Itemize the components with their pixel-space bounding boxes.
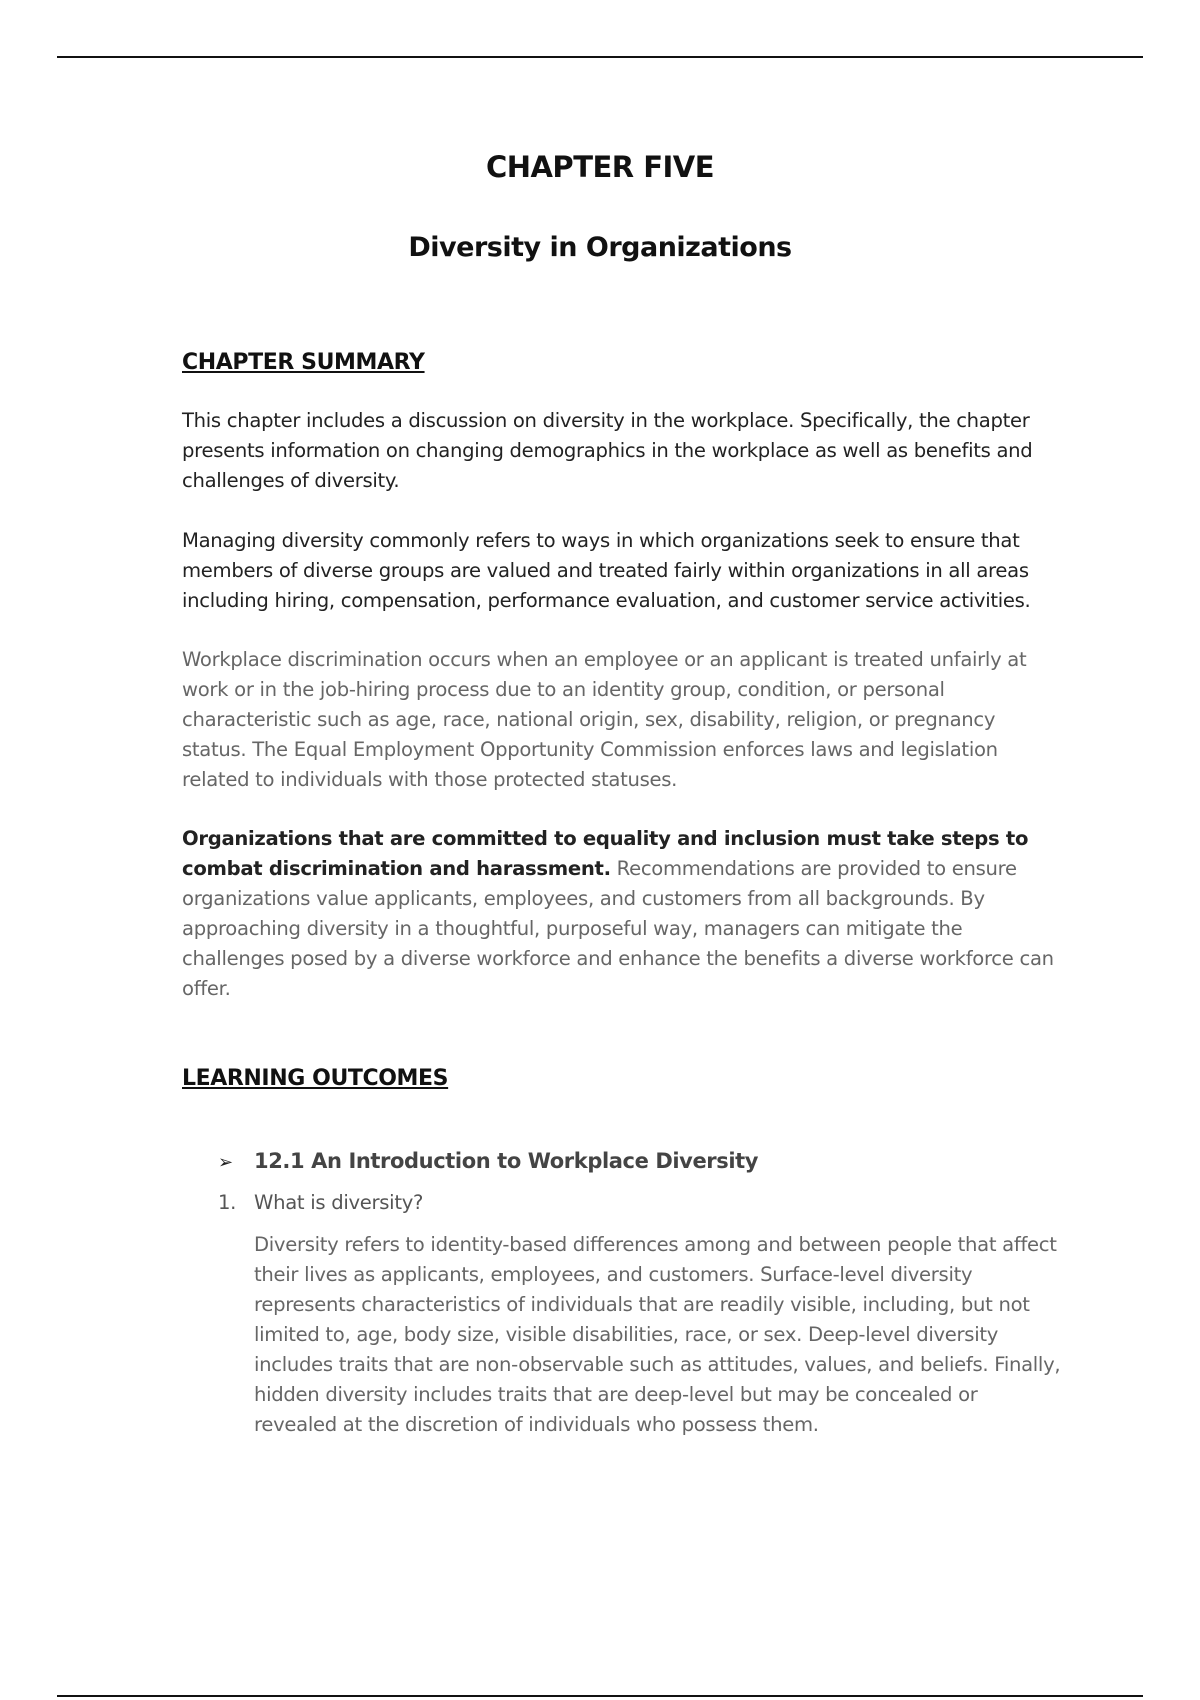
- question-number: 1.: [218, 1191, 237, 1214]
- outcome-item-label: 12.1 An Introduction to Workplace Diversity: [254, 1149, 759, 1173]
- outcome-item: [218, 1149, 1062, 1173]
- summary-paragraph-4-bold: Organizations that are committed to equality and inclusion must take steps to combat discrimination and harassment.: [182, 827, 1029, 880]
- question-text: What is diversity?: [254, 1191, 424, 1214]
- outcomes-heading: LEARNING OUTCOMES: [182, 1066, 449, 1091]
- arrow-bullet-icon: ➢: [218, 1152, 233, 1173]
- summary-paragraph-1: This chapter includes a discussion on diversity in the workplace. Specifically, the chapter presents information on changing demographics in the workplace as well as benefits and challenges of diversity.: [182, 409, 1033, 492]
- summary-paragraph-4: [182, 824, 1062, 1004]
- summary-paragraph-3: Workplace discrimination occurs when an employee or an applicant is treated unfairly at work or in the job-hiring process due to an identity group, condition, or personal characteristic such as age, race, national origin, sex, disability, religion, or pregnancy status. The Equal Employment Opportunity Commission enforces laws and legislation related to individuals with those protected statuses.: [182, 648, 1027, 791]
- summary-paragraph-2: Managing diversity commonly refers to ways in which organizations seek to ensure that members of diverse groups are valued and treated fairly within organizations in all areas including hiring, compensation, performance evaluation, and customer service activities.: [182, 529, 1031, 612]
- top-rule: [57, 56, 1143, 58]
- summary-paragraph-4-rest: Recommendations are provided to ensure organizations value applicants, employees, and customers from all backgrounds. By approaching diversity in a thoughtful, purposeful way, managers can mitigate the challenges posed by a diverse workforce and enhance the benefits a diverse workforce can offer.: [182, 857, 1054, 1000]
- summary-heading: CHAPTER SUMMARY: [182, 350, 425, 375]
- document-body: [182, 350, 1062, 1440]
- outcome-list: [218, 1149, 1062, 1440]
- bottom-rule: [57, 1695, 1143, 1697]
- chapter-subtitle: Diversity in Organizations: [408, 232, 792, 263]
- chapter-title: CHAPTER FIVE: [485, 150, 715, 184]
- answer-paragraph: Diversity refers to identity-based differences among and between people that affect their lives as applicants, employees, and customers. Surface-level diversity represents characteristics of individuals that are readily visible, including, but not limited to, age, body size, visible disabilities, race, or sex. Deep-level diversity includes traits that are non-observable such as attitudes, values, and beliefs. Finally, hidden diversity includes traits that are deep-level but may be concealed or revealed at the discretion of individuals who possess them.: [254, 1233, 1061, 1436]
- question-item: [218, 1191, 1062, 1214]
